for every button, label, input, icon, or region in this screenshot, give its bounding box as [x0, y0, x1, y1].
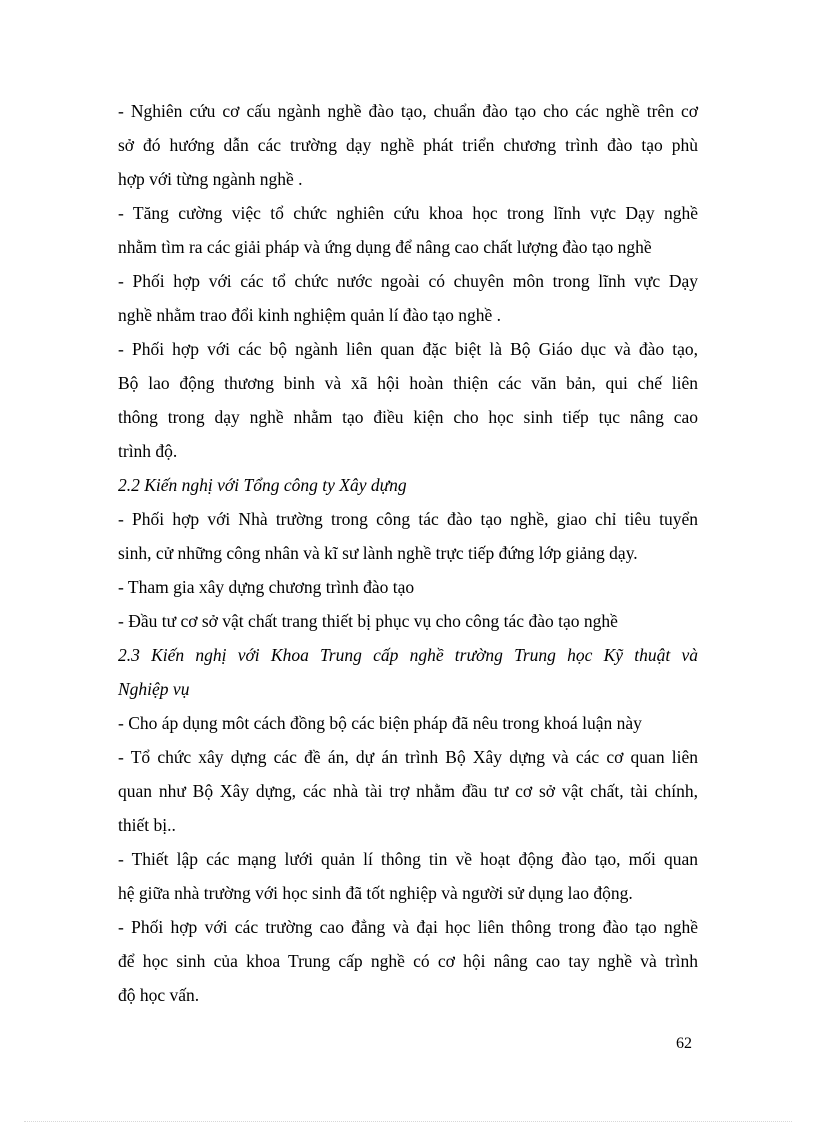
text-line: - Tăng cường việc tổ chức nghiên cứu khoa học trong lĩnh vực Dạy nghề	[118, 203, 698, 223]
text-line: 2.2 Kiến nghị với Tổng công ty Xây dựng	[118, 475, 407, 495]
page-body	[118, 94, 698, 1012]
page-number: 62	[676, 1035, 692, 1052]
text-line: - Phối hợp với các bộ ngành liên quan đặc biệt là Bộ Giáo dục và đào tạo,	[118, 339, 698, 359]
text-line: sinh, cử những công nhân và kĩ sư lành nghề trực tiếp đứng lớp giảng dạy.	[118, 543, 638, 563]
text-line: - Thiết lập các mạng lưới quản lí thông tin về hoạt động đào tạo, mối quan	[118, 849, 698, 869]
text-line: hợp với từng ngành nghề .	[118, 169, 303, 189]
text-line: Bộ lao động thương binh và xã hội hoàn thiện các văn bản, qui chế liên	[118, 373, 698, 393]
text-line: thông trong dạy nghề nhằm tạo điều kiện cho học sinh tiếp tục nâng cao	[118, 407, 698, 427]
section-heading	[118, 638, 698, 706]
section-heading	[118, 468, 698, 502]
paragraph	[118, 604, 698, 638]
paragraph	[118, 910, 698, 1012]
text-line: - Phối hợp với các trường cao đẳng và đại học liên thông trong đào tạo nghề	[118, 917, 698, 937]
text-line: nghề nhằm trao đổi kinh nghiệm quản lí đào tạo nghề .	[118, 305, 501, 325]
paragraph	[118, 94, 698, 196]
text-line: - Tham gia xây dựng chương trình đào tạo	[118, 577, 415, 597]
text-line: quan như Bộ Xây dựng, các nhà tài trợ nhằm đầu tư cơ sở vật chất, tài chính,	[118, 781, 698, 801]
text-line: độ học vấn.	[118, 985, 200, 1005]
paragraph	[118, 740, 698, 842]
text-line: - Cho áp dụng môt cách đồng bộ các biện pháp đã nêu trong khoá luận này	[118, 713, 642, 733]
footer-rule	[24, 1121, 792, 1122]
text-line: thiết bị..	[118, 815, 176, 835]
text-line: - Tổ chức xây dựng các đề án, dự án trình Bộ Xây dựng và các cơ quan liên	[118, 747, 698, 767]
text-line: sở đó hướng dẫn các trường dạy nghề phát triển chương trình đào tạo phù	[118, 135, 698, 155]
text-line: hệ giữa nhà trường với học sinh đã tốt nghiệp và người sử dụng lao động.	[118, 883, 633, 903]
paragraph	[118, 332, 698, 468]
text-line: 2.3 Kiến nghị với Khoa Trung cấp nghề trường Trung học Kỹ thuật và	[118, 645, 698, 665]
text-line: Nghiệp vụ	[118, 679, 190, 699]
paragraph	[118, 842, 698, 910]
text-line: - Phối hợp với Nhà trường trong công tác đào tạo nghề, giao chỉ tiêu tuyển	[118, 509, 698, 529]
paragraph	[118, 706, 698, 740]
paragraph	[118, 502, 698, 570]
paragraph	[118, 196, 698, 264]
text-line: trình độ.	[118, 441, 178, 461]
text-line: - Nghiên cứu cơ cấu ngành nghề đào tạo, chuẩn đào tạo cho các nghề trên cơ	[118, 101, 698, 121]
text-line: để học sinh của khoa Trung cấp nghề có cơ hội nâng cao tay nghề và trình	[118, 951, 698, 971]
text-line: - Phối hợp với các tổ chức nước ngoài có chuyên môn trong lĩnh vực Dạy	[118, 271, 698, 291]
text-line: - Đầu tư cơ sở vật chất trang thiết bị phục vụ cho công tác đào tạo nghề	[118, 611, 618, 631]
paragraph	[118, 264, 698, 332]
paragraph	[118, 570, 698, 604]
text-line: nhằm tìm ra các giải pháp và ứng dụng để nâng cao chất lượng đào tạo nghề	[118, 237, 652, 257]
